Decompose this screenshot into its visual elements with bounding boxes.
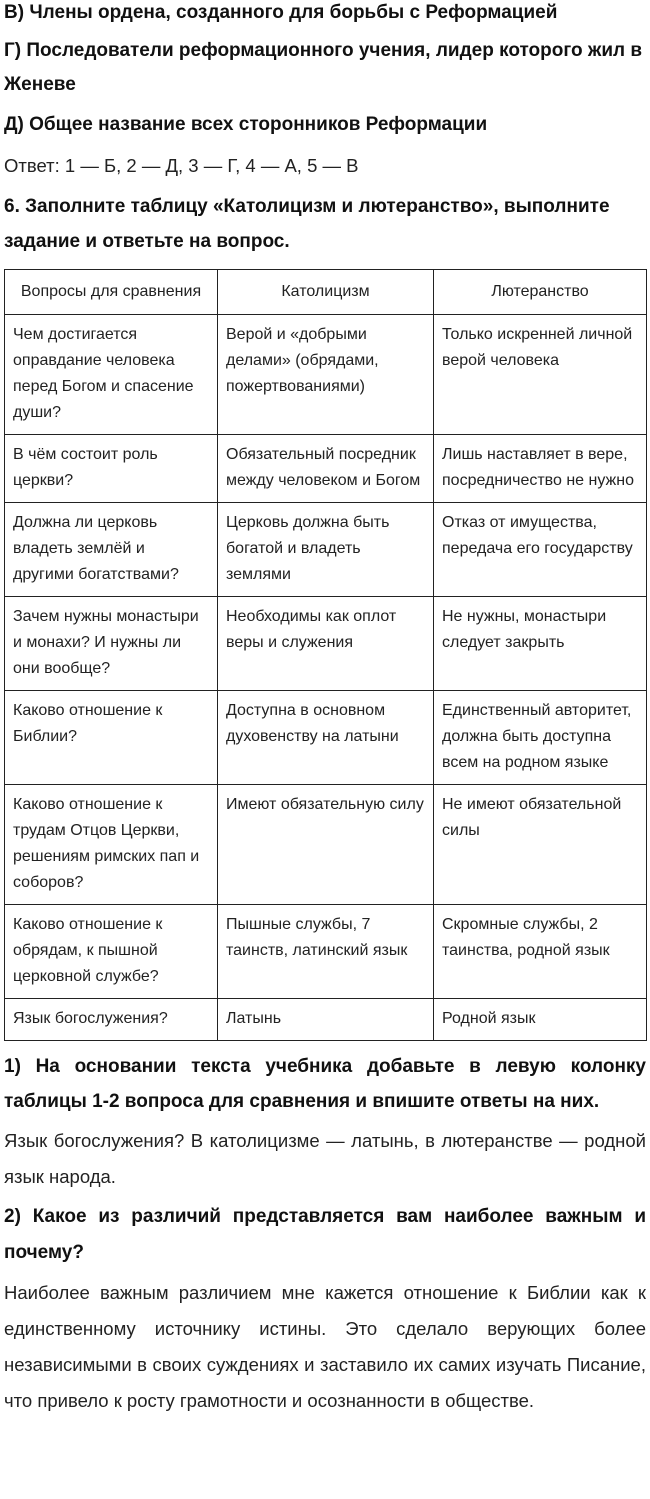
table-row	[5, 435, 647, 503]
question-1: 1) На основании текста учебника добавьте в левую колонку таблицы 1-2 вопроса для сравнения и впишите ответы на них.	[4, 1056, 646, 1112]
cell-catholicism: Верой и «добрыми делами» (обрядами, пожертвованиями)	[218, 315, 434, 435]
cell-catholicism: Латынь	[218, 999, 434, 1041]
answer-text: Ответ: 1 — Б, 2 — Д, 3 — Г, 4 — А, 5 — В	[4, 155, 359, 176]
table-row	[5, 999, 647, 1041]
cell-question: Чем достигается оправдание человека перед Богом и спасение души?	[5, 315, 218, 435]
cell-lutheranism: Отказ от имущества, передача его государству	[434, 503, 647, 597]
table-header-row	[5, 270, 647, 315]
cell-lutheranism: Скромные службы, 2 таинства, родной язык	[434, 905, 647, 999]
table-row	[5, 691, 647, 785]
cell-question: Каково отношение к трудам Отцов Церкви, решениям римских пап и соборов?	[5, 785, 218, 905]
cell-question: Должна ли церковь владеть землёй и другими богатствами?	[5, 503, 218, 597]
cell-lutheranism: Не имеют обязательной силы	[434, 785, 647, 905]
question-2: 2) Какое из различий представляется вам наиболее важным и почему?	[4, 1206, 646, 1263]
cell-lutheranism: Единственный авторитет, должна быть доступна всем на родном языке	[434, 691, 647, 785]
task-6-heading: 6. Заполните таблицу «Католицизм и лютеранство», выполните задание и ответьте на вопрос.	[4, 196, 610, 252]
cell-lutheranism: Лишь наставляет в вере, посредничество не нужно	[434, 435, 647, 503]
cell-question: Зачем нужны монастыри и монахи? И нужны ли они вообще?	[5, 597, 218, 691]
option-g: Г) Последователи реформационного учения, лидер которого жил в Женеве	[4, 40, 643, 95]
cell-catholicism: Необходимы как оплот веры и служения	[218, 597, 434, 691]
cell-catholicism: Имеют обязательную силу	[218, 785, 434, 905]
cell-question: Каково отношение к Библии?	[5, 691, 218, 785]
table-row	[5, 905, 647, 999]
cell-lutheranism: Не нужны, монастыри следует закрыть	[434, 597, 647, 691]
cell-lutheranism: Родной язык	[434, 999, 647, 1041]
table-row	[5, 597, 647, 691]
cell-question: Каково отношение к обрядам, к пышной церковной службе?	[5, 905, 218, 999]
table-row	[5, 503, 647, 597]
header-questions: Вопросы для сравнения	[5, 270, 218, 315]
cell-question: Язык богослужения?	[5, 999, 218, 1041]
cell-catholicism: Пышные службы, 7 таинств, латинский язык	[218, 905, 434, 999]
header-lutheranism: Лютеранство	[434, 270, 647, 315]
answer-2: Наиболее важным различием мне кажется отношение к Библии как к единственному источнику истины. Это сделало верующих более независимыми в своих суждениях и заставило их самих изучать Писание, что привело к росту грамотности и осознанности в обществе.	[4, 1282, 646, 1411]
cell-catholicism: Обязательный посредник между человеком и Богом	[218, 435, 434, 503]
cell-question: В чём состоит роль церкви?	[5, 435, 218, 503]
cell-catholicism: Церковь должна быть богатой и владеть землями	[218, 503, 434, 597]
option-v: В) Члены ордена, созданного для борьбы с Реформацией	[4, 2, 558, 23]
cell-lutheranism: Только искренней личной верой человека	[434, 315, 647, 435]
options-list	[4, 0, 646, 143]
cell-catholicism: Доступна в основном духовенству на латыни	[218, 691, 434, 785]
comparison-table	[4, 269, 647, 1041]
answer-1: Язык богослужения? В католицизме — латынь, в лютеранстве — родной язык народа.	[4, 1130, 646, 1187]
table-row	[5, 315, 647, 435]
table-row	[5, 785, 647, 905]
header-catholicism: Католицизм	[218, 270, 434, 315]
option-d: Д) Общее название всех сторонников Реформации	[4, 114, 488, 135]
